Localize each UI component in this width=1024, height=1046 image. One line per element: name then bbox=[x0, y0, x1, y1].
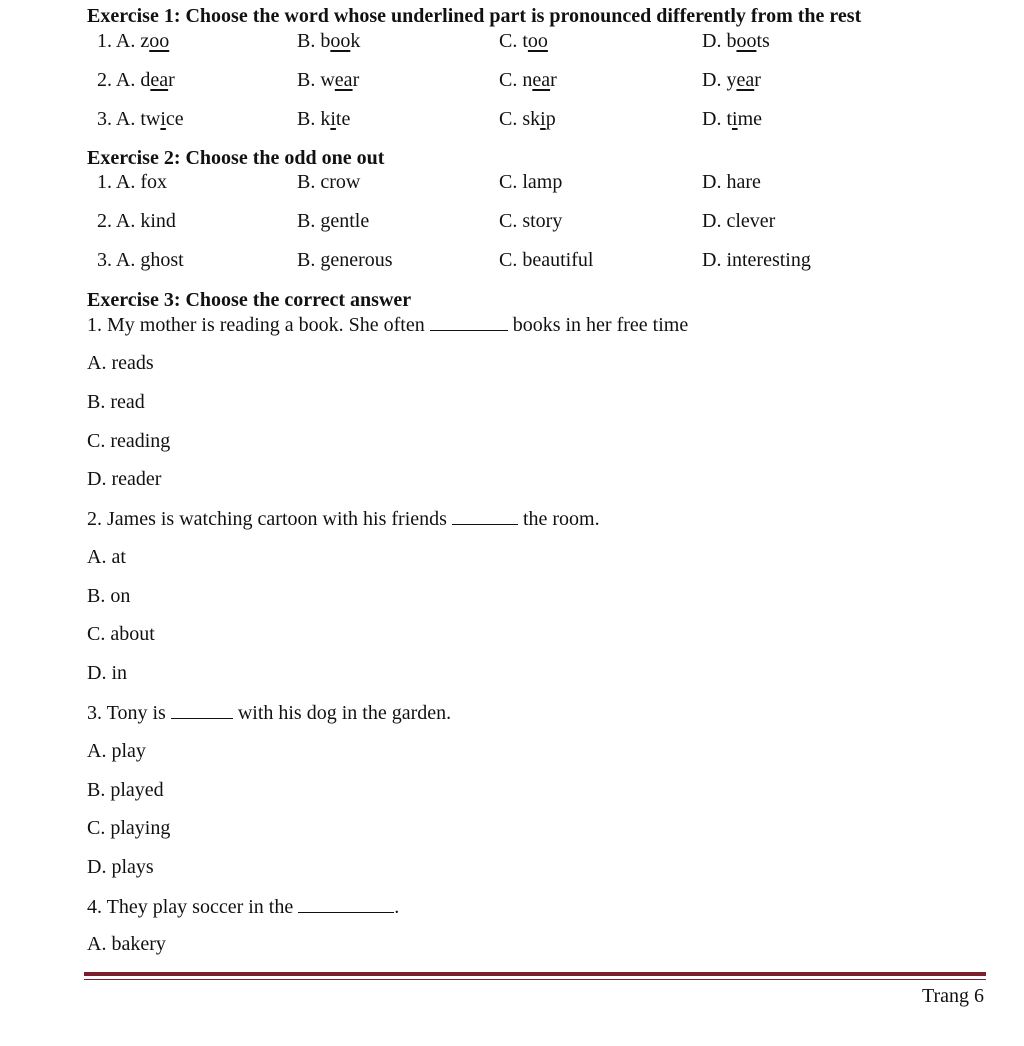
ex1-q2-option-a: 2. A. dear bbox=[97, 69, 175, 91]
ex3-question-1: 1. My mother is reading a book. She often books in her free time bbox=[87, 314, 689, 336]
ex3-question-4: 4. They play soccer in the . bbox=[87, 896, 400, 918]
ex3-q4-option-a: A. bakery bbox=[87, 933, 166, 955]
ex3-q2-option-a: A. at bbox=[87, 546, 126, 568]
exercise2-title: Exercise 2: Choose the odd one out bbox=[87, 147, 385, 169]
ex1-q1-option-b: B. book bbox=[297, 30, 361, 52]
ex3-q3-option-d: D. plays bbox=[87, 856, 154, 878]
ex2-q3-option-c: C. beautiful bbox=[499, 249, 594, 271]
ex2-q3-option-b: B. generous bbox=[297, 249, 393, 271]
ex1-q2-option-b: B. wear bbox=[297, 69, 360, 91]
ex3-q1-option-b: B. read bbox=[87, 391, 145, 413]
ex3-q2-option-d: D. in bbox=[87, 662, 127, 684]
ex2-q1-option-c: C. lamp bbox=[499, 171, 563, 193]
ex3-question-2: 2. James is watching cartoon with his friends the room. bbox=[87, 508, 600, 530]
ex2-q3-option-d: D. interesting bbox=[702, 249, 811, 271]
ex2-q2-option-d: D. clever bbox=[702, 210, 776, 232]
ex1-q2-option-d: D. year bbox=[702, 69, 761, 91]
answer-blank bbox=[171, 700, 233, 719]
answer-blank bbox=[298, 894, 394, 913]
exercise3-title: Exercise 3: Choose the correct answer bbox=[87, 289, 412, 311]
footer-rule-thick bbox=[84, 972, 986, 976]
ex3-q3-option-b: B. played bbox=[87, 779, 164, 801]
ex3-q1-option-d: D. reader bbox=[87, 468, 162, 490]
ex2-q1-option-a: 1. A. fox bbox=[97, 171, 167, 193]
ex1-q3-option-a: 3. A. twice bbox=[97, 108, 184, 130]
ex3-q3-option-a: A. play bbox=[87, 740, 146, 762]
ex1-q2-option-c: C. near bbox=[499, 69, 557, 91]
ex1-q3-option-c: C. skip bbox=[499, 108, 556, 130]
ex3-q2-option-b: B. on bbox=[87, 585, 131, 607]
ex2-q1-option-b: B. crow bbox=[297, 171, 361, 193]
ex3-question-3: 3. Tony is with his dog in the garden. bbox=[87, 702, 452, 724]
ex3-q3-option-c: C. playing bbox=[87, 817, 171, 839]
ex1-q1-option-c: C. too bbox=[499, 30, 548, 52]
ex2-q2-option-c: C. story bbox=[499, 210, 563, 232]
answer-blank bbox=[452, 506, 518, 525]
ex2-q1-option-d: D. hare bbox=[702, 171, 761, 193]
ex3-q1-option-c: C. reading bbox=[87, 430, 171, 452]
exercise1-title: Exercise 1: Choose the word whose underlined part is pronounced differently from the rest bbox=[87, 5, 862, 27]
ex3-q1-option-a: A. reads bbox=[87, 352, 154, 374]
ex1-q3-option-b: B. kite bbox=[297, 108, 351, 130]
ex1-q1-option-d: D. boots bbox=[702, 30, 770, 52]
ex2-q2-option-a: 2. A. kind bbox=[97, 210, 176, 232]
ex1-q3-option-d: D. time bbox=[702, 108, 763, 130]
answer-blank bbox=[430, 312, 508, 331]
ex2-q2-option-b: B. gentle bbox=[297, 210, 370, 232]
footer-rule-thin bbox=[84, 979, 986, 980]
ex3-q2-option-c: C. about bbox=[87, 623, 155, 645]
ex2-q3-option-a: 3. A. ghost bbox=[97, 249, 184, 271]
ex1-q1-option-a: 1. A. zoo bbox=[97, 30, 170, 52]
page-number: Trang 6 bbox=[921, 985, 984, 1007]
